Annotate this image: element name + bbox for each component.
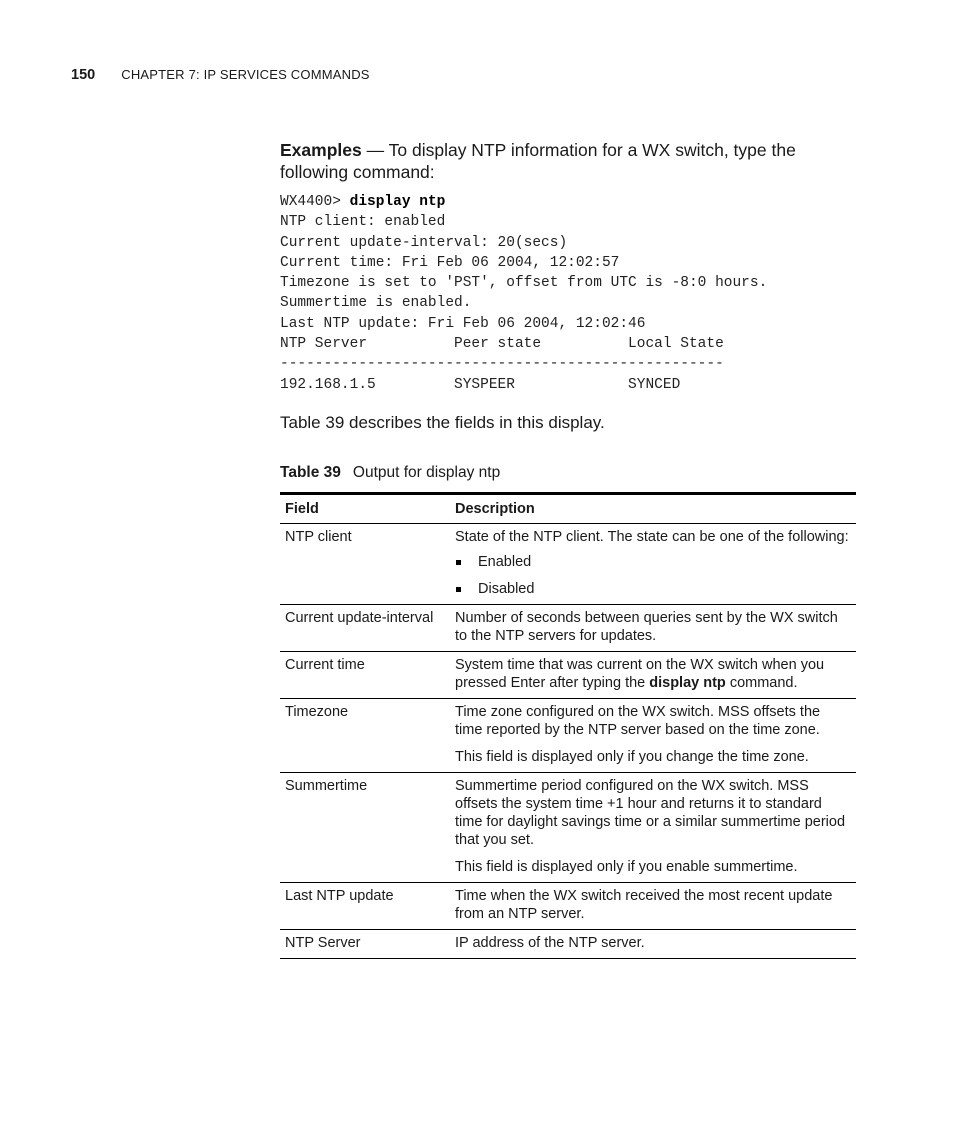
description-cell	[450, 604, 856, 651]
fields-table	[280, 492, 856, 959]
table-row	[280, 604, 856, 651]
code-block	[280, 192, 856, 395]
column-header-description: Description	[450, 493, 856, 523]
code-command: display ntp	[349, 194, 446, 210]
table-row	[280, 523, 856, 604]
table-reference-text: Table 39 describes the fields in this display.	[280, 412, 605, 432]
description-text: Summertime period configured on the WX switch. MSS offsets the system time +1 hour and returns it to standard time for daylight savings time or a similar summertime period that you set.	[455, 777, 846, 848]
code-output: NTP client: enabled Current update-interval: 20(secs) Current time: Fri Feb 06 2004, 12:02:57 Timezone is set to 'PST', offset from UTC is -8:0 hours. Summertime is enabled. Last NTP update: Fri Feb 06 2004, 12:02:46 NTP Server Peer state Local State --------------------------------------------------- 192.168.1.5 SYSPEER SYNCED	[280, 214, 768, 393]
examples-label: Examples	[280, 140, 362, 160]
list-item: Disabled	[455, 580, 851, 598]
page-header	[71, 67, 370, 83]
table-row	[280, 929, 856, 958]
description-cell	[450, 882, 856, 929]
table-caption-label: Table 39	[280, 463, 341, 481]
description-note: This field is displayed only if you enable summertime.	[455, 858, 798, 875]
field-cell: NTP client	[280, 523, 450, 604]
code-prompt: WX4400>	[280, 194, 350, 210]
table-header-row	[280, 493, 856, 523]
table-caption-text: Output for display ntp	[352, 463, 501, 481]
table-caption	[280, 463, 856, 483]
description-cell	[450, 772, 856, 882]
field-cell: NTP Server	[280, 929, 450, 958]
field-cell: Current time	[280, 651, 450, 698]
field-cell: Current update-interval	[280, 604, 450, 651]
command-name: display ntp	[649, 674, 726, 691]
description-cell	[450, 651, 856, 698]
table-row	[280, 698, 856, 772]
column-header-field: Field	[280, 493, 450, 523]
examples-intro	[280, 139, 856, 183]
state-list	[455, 553, 851, 598]
field-cell: Last NTP update	[280, 882, 450, 929]
chapter-title: CHAPTER 7: IP SERVICES COMMANDS	[121, 67, 370, 82]
description-note: This field is displayed only if you change the time zone.	[455, 748, 809, 765]
page-number: 150	[71, 67, 96, 83]
table-row	[280, 651, 856, 698]
field-cell: Summertime	[280, 772, 450, 882]
table-row	[280, 772, 856, 882]
field-cell: Timezone	[280, 698, 450, 772]
description-text: Time when the WX switch received the most recent update from an NTP server.	[455, 887, 833, 922]
description-text: IP address of the NTP server.	[455, 934, 645, 951]
description-text: State of the NTP client. The state can be one of the following:	[455, 528, 849, 545]
list-item: Enabled	[455, 553, 851, 571]
description-cell	[450, 698, 856, 772]
description-cell	[450, 523, 856, 604]
description-text-part: System time that was current on the WX switch when you pressed Enter after typing the	[455, 656, 825, 691]
description-cell	[450, 929, 856, 958]
description-text	[455, 656, 851, 692]
description-text: Time zone configured on the WX switch. MSS offsets the time reported by the NTP server based on the time zone.	[455, 703, 821, 738]
table-row	[280, 882, 856, 929]
description-text: Number of seconds between queries sent by the WX switch to the NTP servers for updates.	[455, 609, 838, 644]
description-text-part: command.	[725, 674, 798, 691]
main-content	[280, 139, 856, 959]
examples-text: — To display NTP information for a WX switch, type the following command:	[280, 140, 796, 182]
